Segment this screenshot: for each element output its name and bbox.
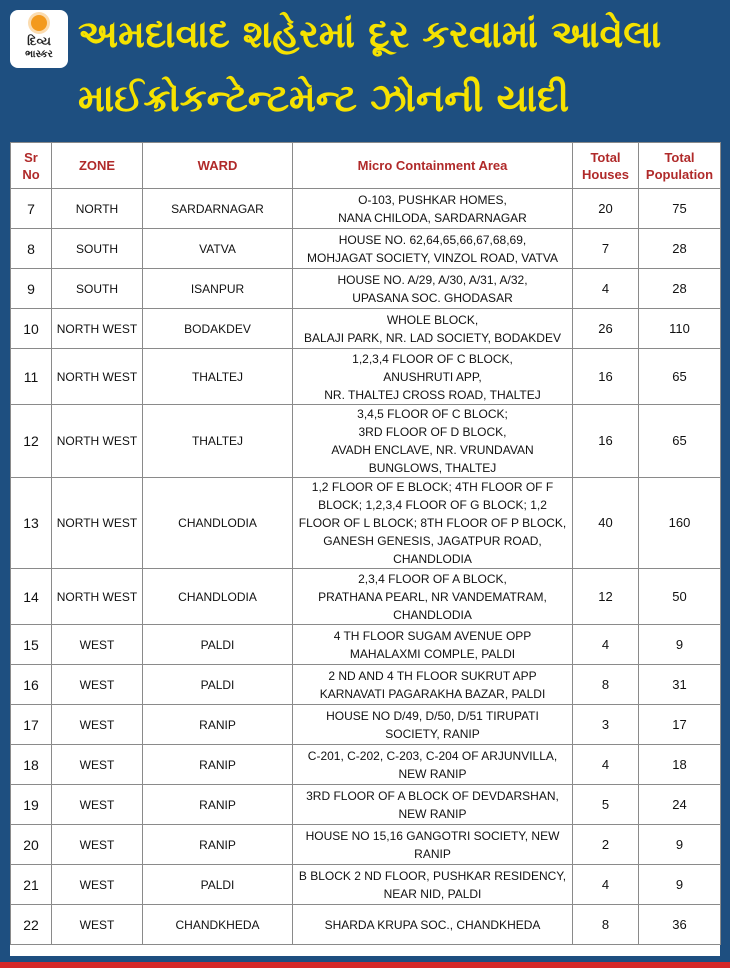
- cell-area: [293, 625, 573, 665]
- cell-houses: 4: [573, 865, 639, 905]
- page-title-line1: અમદાવાદ શહેરમાં દૂર કરવામાં આવેલા: [78, 12, 662, 56]
- area-line: HOUSE NO 15,16 GANGOTRI SOCIETY, NEW: [305, 828, 560, 843]
- cell-sr: 22: [11, 905, 52, 945]
- cell-area: [293, 349, 573, 405]
- area-line: AVADH ENCLAVE, NR. VRUNDAVAN: [331, 443, 534, 457]
- table-row: [11, 478, 721, 569]
- cell-houses: 4: [573, 269, 639, 309]
- cell-zone: WEST: [52, 705, 143, 745]
- cell-population: 17: [639, 705, 721, 745]
- cell-population: 9: [639, 865, 721, 905]
- cell-sr: 18: [11, 745, 52, 785]
- cell-area: [293, 785, 573, 825]
- cell-ward: VATVA: [143, 229, 293, 269]
- area-line: FLOOR OF L BLOCK; 8TH FLOOR OF P BLOCK,: [298, 516, 567, 530]
- cell-sr: 19: [11, 785, 52, 825]
- cell-houses: 16: [573, 349, 639, 405]
- table-row: [11, 905, 721, 945]
- cell-area: [293, 309, 573, 349]
- cell-zone: SOUTH: [52, 229, 143, 269]
- cell-ward: RANIP: [143, 785, 293, 825]
- cell-ward: CHANDLODIA: [143, 478, 293, 569]
- cell-sr: 14: [11, 569, 52, 625]
- cell-zone: WEST: [52, 745, 143, 785]
- cell-houses: 2: [573, 825, 639, 865]
- cell-houses: 7: [573, 229, 639, 269]
- area-line: C-201, C-202, C-203, C-204 OF ARJUNVILLA,: [307, 748, 558, 763]
- table-row: [11, 309, 721, 349]
- col-header-area: Micro Containment Area: [293, 143, 573, 189]
- cell-ward: SARDARNAGAR: [143, 189, 293, 229]
- area-line: 1,2 FLOOR OF E BLOCK; 4TH FLOOR OF F: [311, 480, 554, 494]
- cell-zone: WEST: [52, 905, 143, 945]
- cell-houses: 4: [573, 745, 639, 785]
- cell-zone: WEST: [52, 665, 143, 705]
- cell-ward: THALTEJ: [143, 349, 293, 405]
- bottom-accent-bar: [0, 962, 730, 968]
- table-row: [11, 405, 721, 478]
- cell-area: [293, 905, 573, 945]
- area-line: ANUSHRUTI APP,: [383, 369, 482, 384]
- cell-area: [293, 229, 573, 269]
- cell-population: 31: [639, 665, 721, 705]
- cell-houses: 3: [573, 705, 639, 745]
- cell-houses: 12: [573, 569, 639, 625]
- area-line: 3RD FLOOR OF A BLOCK OF DEVDARSHAN,: [306, 788, 559, 803]
- cell-houses: 4: [573, 625, 639, 665]
- cell-area: [293, 478, 573, 569]
- cell-population: 28: [639, 229, 721, 269]
- area-line: MOHJAGAT SOCIETY, VINZOL ROAD, VATVA: [307, 250, 558, 265]
- page-title-line2: માઈક્રોકન્ટેન્ટમેન્ટ ઝોનની યાદી: [78, 76, 570, 120]
- cell-houses: 26: [573, 309, 639, 349]
- area-line: HOUSE NO D/49, D/50, D/51 TIRUPATI: [326, 708, 539, 723]
- area-line: CHANDLODIA: [393, 607, 472, 622]
- cell-sr: 13: [11, 478, 52, 569]
- cell-zone: SOUTH: [52, 269, 143, 309]
- table-row: [11, 349, 721, 405]
- cell-zone: NORTH WEST: [52, 309, 143, 349]
- area-line: NR. THALTEJ CROSS ROAD, THALTEJ: [324, 387, 541, 402]
- area-line: 2 ND AND 4 TH FLOOR SUKRUT APP: [328, 668, 537, 683]
- cell-area: [293, 865, 573, 905]
- table-row: [11, 665, 721, 705]
- cell-sr: 20: [11, 825, 52, 865]
- area-line: 4 TH FLOOR SUGAM AVENUE OPP: [333, 628, 532, 643]
- cell-sr: 7: [11, 189, 52, 229]
- area-line: NANA CHILODA, SARDARNAGAR: [338, 210, 527, 225]
- area-line: KARNAVATI PAGARAKHA BAZAR, PALDI: [319, 686, 546, 701]
- area-line: 1,2,3,4 FLOOR OF C BLOCK,: [352, 351, 513, 366]
- cell-zone: WEST: [52, 625, 143, 665]
- area-line: BALAJI PARK, NR. LAD SOCIETY, BODAKDEV: [304, 330, 561, 345]
- cell-population: 9: [639, 625, 721, 665]
- table-row: [11, 269, 721, 309]
- col-header-houses: Total Houses: [573, 143, 639, 189]
- cell-ward: CHANDLODIA: [143, 569, 293, 625]
- cell-population: 75: [639, 189, 721, 229]
- area-line: O-103, PUSHKAR HOMES,: [358, 192, 507, 207]
- cell-sr: 15: [11, 625, 52, 665]
- cell-ward: ISANPUR: [143, 269, 293, 309]
- area-line: UPASANA SOC. GHODASAR: [352, 290, 513, 305]
- area-line: NEAR NID, PALDI: [383, 886, 482, 901]
- cell-houses: 16: [573, 405, 639, 478]
- table-header-row: [11, 143, 721, 189]
- cell-houses: 20: [573, 189, 639, 229]
- logo-text-line1: દિવ્ય: [27, 34, 51, 48]
- cell-population: 36: [639, 905, 721, 945]
- cell-population: 65: [639, 405, 721, 478]
- area-line: SHARDA KRUPA SOC., CHANDKHEDA: [324, 917, 541, 932]
- cell-sr: 10: [11, 309, 52, 349]
- cell-zone: NORTH WEST: [52, 349, 143, 405]
- cell-ward: PALDI: [143, 865, 293, 905]
- cell-zone: NORTH WEST: [52, 478, 143, 569]
- containment-table: [10, 142, 721, 945]
- cell-zone: WEST: [52, 825, 143, 865]
- cell-ward: CHANDKHEDA: [143, 905, 293, 945]
- cell-ward: PALDI: [143, 625, 293, 665]
- cell-zone: WEST: [52, 865, 143, 905]
- cell-sr: 17: [11, 705, 52, 745]
- area-line: PRATHANA PEARL, NR VANDEMATRAM,: [318, 589, 547, 604]
- sun-icon: [31, 15, 47, 31]
- cell-population: 160: [639, 478, 721, 569]
- cell-sr: 11: [11, 349, 52, 405]
- cell-population: 9: [639, 825, 721, 865]
- cell-sr: 12: [11, 405, 52, 478]
- cell-zone: WEST: [52, 785, 143, 825]
- cell-area: [293, 405, 573, 478]
- cell-ward: RANIP: [143, 825, 293, 865]
- cell-sr: 9: [11, 269, 52, 309]
- cell-area: [293, 269, 573, 309]
- cell-ward: BODAKDEV: [143, 309, 293, 349]
- cell-area: [293, 745, 573, 785]
- cell-houses: 8: [573, 665, 639, 705]
- area-line: CHANDLODIA: [393, 552, 472, 566]
- area-line: HOUSE NO. A/29, A/30, A/31, A/32,: [337, 272, 528, 287]
- cell-sr: 8: [11, 229, 52, 269]
- cell-houses: 8: [573, 905, 639, 945]
- table-row: [11, 189, 721, 229]
- cell-area: [293, 825, 573, 865]
- area-line: BUNGLOWS, THALTEJ: [368, 461, 497, 475]
- cell-ward: PALDI: [143, 665, 293, 705]
- area-line: BLOCK; 1,2,3,4 FLOOR OF G BLOCK; 1,2: [318, 498, 547, 512]
- cell-population: 24: [639, 785, 721, 825]
- cell-area: [293, 665, 573, 705]
- divya-bhaskar-logo: [10, 10, 68, 68]
- area-line: HOUSE NO. 62,64,65,66,67,68,69,: [338, 232, 527, 247]
- table-row: [11, 865, 721, 905]
- cell-ward: THALTEJ: [143, 405, 293, 478]
- area-line: B BLOCK 2 ND FLOOR, PUSHKAR RESIDENCY,: [298, 868, 567, 883]
- area-line: WHOLE BLOCK,: [386, 312, 479, 327]
- area-line: MAHALAXMI COMPLE, PALDI: [349, 646, 516, 661]
- cell-population: 18: [639, 745, 721, 785]
- cell-ward: RANIP: [143, 705, 293, 745]
- cell-area: [293, 705, 573, 745]
- area-line: NEW RANIP: [398, 806, 467, 821]
- cell-zone: NORTH: [52, 189, 143, 229]
- col-header-ward: WARD: [143, 143, 293, 189]
- table-row: [11, 785, 721, 825]
- table-row: [11, 705, 721, 745]
- containment-table-container: [10, 142, 720, 956]
- page-header: [0, 0, 730, 140]
- cell-zone: NORTH WEST: [52, 569, 143, 625]
- area-line: RANIP: [414, 846, 451, 861]
- cell-area: [293, 189, 573, 229]
- table-row: [11, 745, 721, 785]
- cell-area: [293, 569, 573, 625]
- table-row: [11, 825, 721, 865]
- cell-sr: 16: [11, 665, 52, 705]
- table-row: [11, 569, 721, 625]
- area-line: 2,3,4 FLOOR OF A BLOCK,: [358, 571, 507, 586]
- area-line: 3RD FLOOR OF D BLOCK,: [358, 425, 507, 439]
- area-line: 3,4,5 FLOOR OF C BLOCK;: [357, 407, 508, 421]
- table-row: [11, 229, 721, 269]
- cell-zone: NORTH WEST: [52, 405, 143, 478]
- logo-text-line2: ભાસ્કર: [25, 49, 53, 60]
- cell-population: 50: [639, 569, 721, 625]
- area-line: SOCIETY, RANIP: [385, 726, 480, 741]
- area-line: GANESH GENESIS, JAGATPUR ROAD,: [323, 534, 542, 548]
- col-header-sr: Sr No: [11, 143, 52, 189]
- cell-houses: 40: [573, 478, 639, 569]
- cell-ward: RANIP: [143, 745, 293, 785]
- col-header-zone: ZONE: [52, 143, 143, 189]
- cell-population: 28: [639, 269, 721, 309]
- cell-population: 65: [639, 349, 721, 405]
- table-row: [11, 625, 721, 665]
- cell-sr: 21: [11, 865, 52, 905]
- cell-population: 110: [639, 309, 721, 349]
- cell-houses: 5: [573, 785, 639, 825]
- area-line: NEW RANIP: [398, 766, 467, 781]
- col-header-population: Total Population: [639, 143, 721, 189]
